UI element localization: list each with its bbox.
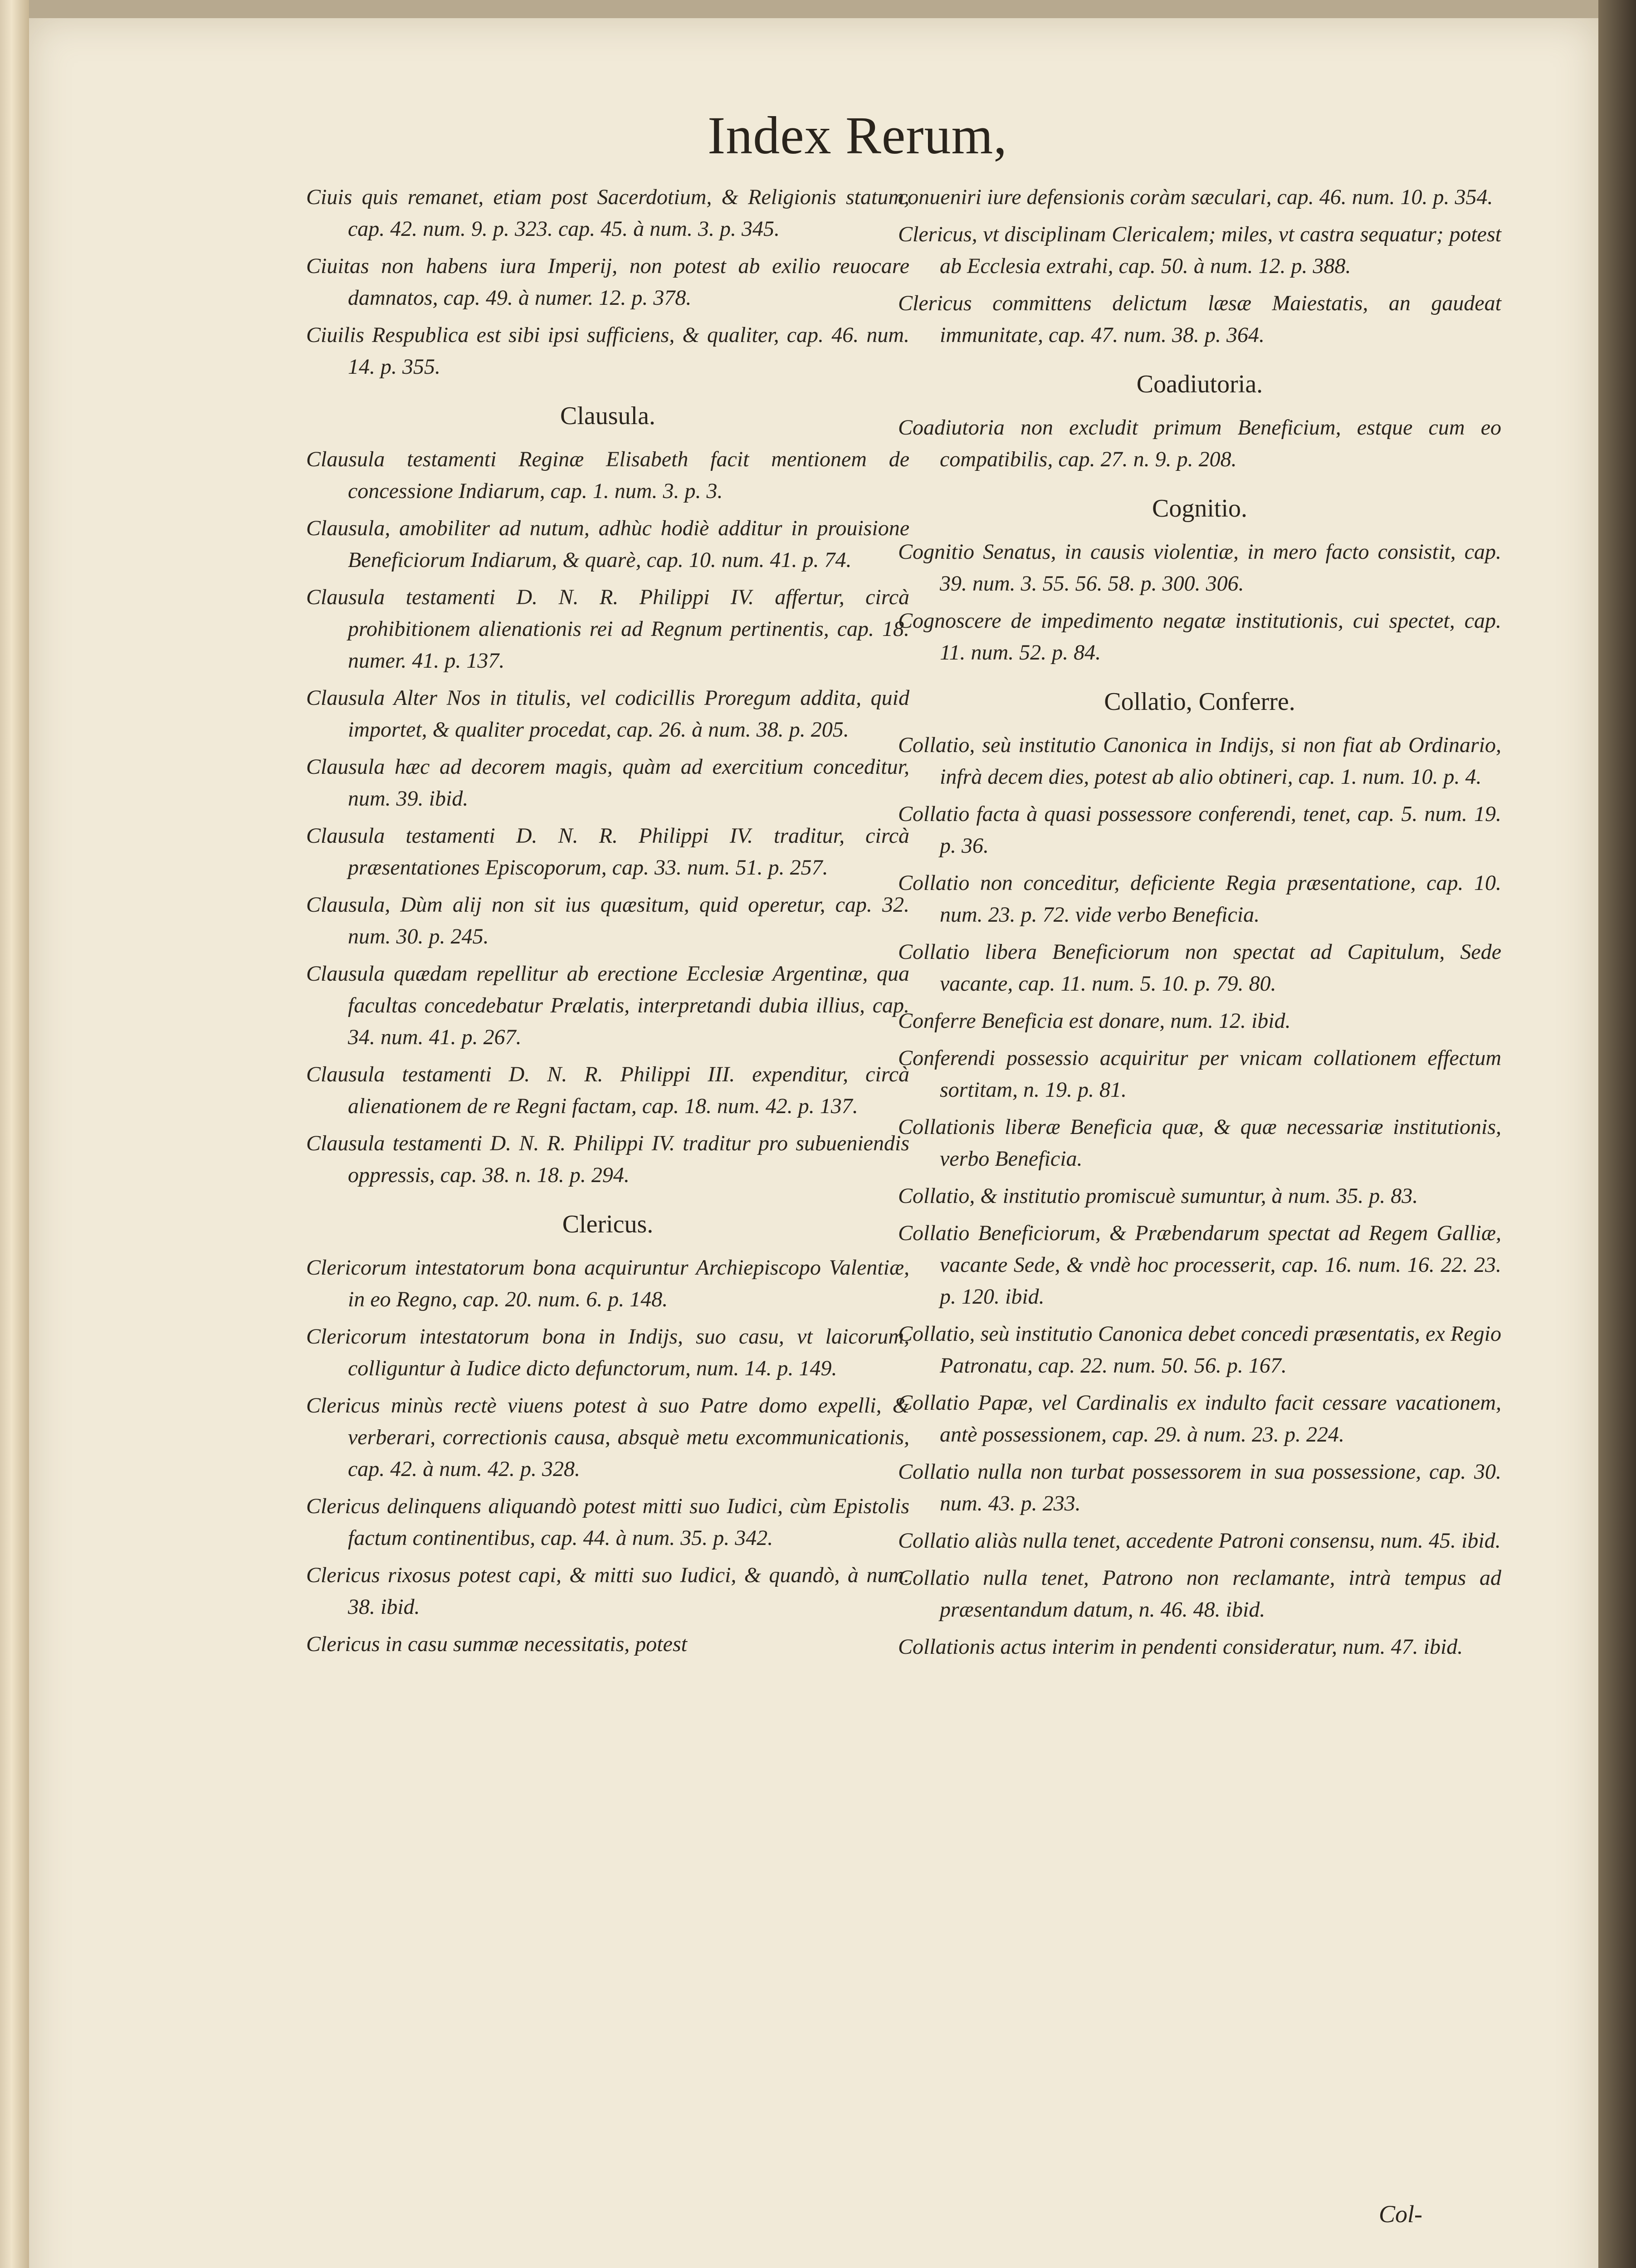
- left-column: [306, 181, 909, 1666]
- index-entry: Clausula testamenti D. N. R. Philippi III. expenditur, circà alienationem de re Regni factam, cap. 18. num. 42. p. 137.: [306, 1062, 909, 1118]
- index-entry: Clausula, amobiliter ad nutum, adhùc hodiè additur in prouisione Beneficiorum Indiarum, & quarè, cap. 10. num. 41. p. 74.: [306, 516, 909, 572]
- section-heading: Cognitio.: [1152, 494, 1248, 523]
- index-entry: Clausula testamenti D. N. R. Philippi IV. traditur pro subueniendis oppressis, cap. 38. n. 18. p. 294.: [306, 1131, 909, 1187]
- index-entry: Clericus rixosus potest capi, & mitti suo Iudici, & quandò, à num. 38. ibid.: [306, 1563, 909, 1619]
- index-entry: Clausula hæc ad decorem magis, quàm ad exercitium conceditur, num. 39. ibid.: [306, 755, 909, 811]
- section-heading: Clericus.: [562, 1210, 654, 1238]
- index-entry: Collatio Beneficiorum, & Præbendarum spectat ad Regem Galliæ, vacante Sede, & vndè hoc processerit, cap. 16. num. 16. 22. 23. p. 120. ibid.: [898, 1221, 1501, 1309]
- index-entry: Clausula quædam repellitur ab erectione Ecclesiæ Argentinæ, qua facultas concedebatur Prælatis, interpretandi dubia illius, cap. 34. num. 41. p. 267.: [306, 962, 909, 1049]
- catchword: Col-: [1379, 2200, 1423, 2228]
- index-entry: Clericus minùs rectè viuens potest à suo Patre domo expelli, & verberari, correctionis causa, absquè metu excommunicationis, cap. 42. à num. 42. p. 328.: [306, 1393, 909, 1481]
- right-column: [898, 181, 1501, 1668]
- page-title: Index Rerum,: [708, 106, 1007, 165]
- section-heading: Clausula.: [560, 402, 655, 430]
- section-heading: Coadiutoria.: [1136, 370, 1263, 398]
- index-entry: Clericus delinquens aliquandò potest mitti suo Iudici, cùm Epistolis factum continentibus, cap. 44. à num. 35. p. 342.: [306, 1494, 909, 1550]
- index-entry: Clericus, vt disciplinam Clericalem; miles, vt castra sequatur; potest ab Ecclesia extrahi, cap. 50. à num. 12. p. 388.: [898, 222, 1501, 278]
- index-entry: Coadiutoria non excludit primum Beneficium, estque cum eo compatibilis, cap. 27. n. 9. p. 208.: [898, 415, 1501, 471]
- index-entry: Clericorum intestatorum bona in Indijs, suo casu, vt laicorum, colliguntur à Iudice dicto defunctorum, num. 14. p. 149.: [306, 1325, 909, 1380]
- index-entry: Collatio, seù institutio Canonica in Indijs, si non fiat ab Ordinario, infrà decem dies, potest ab alio obtineri, cap. 1. num. 10. p. 4.: [898, 733, 1501, 789]
- index-entry: Conferendi possessio acquiritur per vnicam collationem effectum sortitam, n. 19. p. 81.: [898, 1046, 1501, 1102]
- index-entry: Ciuilis Respublica est sibi ipsi sufficiens, & qualiter, cap. 46. num. 14. p. 355.: [306, 323, 909, 379]
- index-entry: Clausula testamenti D. N. R. Philippi IV. affertur, circà prohibitionem alienationis rei ad Regnum pertinentis, cap. 18. numer. 41. p. 137.: [306, 585, 909, 673]
- index-entry: Cognitio Senatus, in causis violentiæ, in mero facto consistit, cap. 39. num. 3. 55. 56. 58. p. 300. 306.: [898, 540, 1501, 596]
- index-entry: Collatio nulla non turbat possessorem in sua possessione, cap. 30. num. 43. p. 233.: [898, 1460, 1501, 1515]
- index-entry: Collatio, & institutio promiscuè sumuntur, à num. 35. p. 83.: [898, 1184, 1418, 1208]
- index-entry: conueniri iure defensionis coràm sæculari, cap. 46. num. 10. p. 354.: [898, 185, 1493, 209]
- index-entry: Conferre Beneficia est donare, num. 12. ibid.: [898, 1009, 1291, 1033]
- index-entry: Collatio non conceditur, deficiente Regia præsentatione, cap. 10. num. 23. p. 72. vide verbo Beneficia.: [898, 871, 1501, 927]
- index-entry: Collatio Papæ, vel Cardinalis ex indulto facit cessare vacationem, antè possessionem, cap. 29. à num. 23. p. 224.: [898, 1391, 1501, 1447]
- index-entry: Clausula, Dùm alij non sit ius quæsitum, quid operetur, cap. 32. num. 30. p. 245.: [306, 893, 909, 948]
- index-entry: Clericorum intestatorum bona acquiruntur Archiepiscopo Valentiæ, in eo Regno, cap. 20. num. 6. p. 148.: [306, 1256, 909, 1311]
- index-entry: Collatio facta à quasi possessore conferendi, tenet, cap. 5. num. 19. p. 36.: [898, 802, 1501, 858]
- index-entry: Clausula testamenti D. N. R. Philippi IV. traditur, circà præsentationes Episcoporum, cap. 33. num. 51. p. 257.: [306, 824, 909, 880]
- book-left-edge: [0, 0, 29, 2268]
- index-entry: Collatio, seù institutio Canonica debet concedi præsentatis, ex Regio Patronatu, cap. 22. num. 50. 56. p. 167.: [898, 1322, 1501, 1378]
- book-right-edge: [1598, 0, 1636, 2268]
- index-entry: Clausula testamenti Reginæ Elisabeth facit mentionem de concessione Indiarum, cap. 1. num. 3. p. 3.: [306, 447, 909, 503]
- index-entry: Clericus committens delictum læsæ Maiestatis, an gaudeat immunitate, cap. 47. num. 38. p. 364.: [898, 291, 1501, 347]
- index-entry: Cognoscere de impedimento negatæ institutionis, cui spectet, cap. 11. num. 52. p. 84.: [898, 609, 1501, 665]
- section-heading: Collatio, Conferre.: [1104, 688, 1295, 716]
- index-entry: Collationis actus interim in pendenti consideratur, num. 47. ibid.: [898, 1635, 1463, 1659]
- index-entry: Clausula Alter Nos in titulis, vel codicillis Proregum addita, quid importet, & qualiter procedat, cap. 26. à num. 38. p. 205.: [306, 686, 909, 742]
- index-entry: Collatio libera Beneficiorum non spectat ad Capitulum, Sede vacante, cap. 11. num. 5. 10. p. 79. 80.: [898, 940, 1501, 996]
- index-entry: Ciuitas non habens iura Imperij, non potest ab exilio reuocare damnatos, cap. 49. à numer. 12. p. 378.: [306, 254, 909, 310]
- index-entry: Collatio nulla tenet, Patrono non reclamante, intrà tempus ad præsentandum datum, n. 46. 48. ibid.: [898, 1566, 1501, 1622]
- index-entry: Clericus in casu summæ necessitatis, potest: [306, 1632, 687, 1656]
- index-entry: Collatio aliàs nulla tenet, accedente Patroni consensu, num. 45. ibid.: [898, 1529, 1501, 1553]
- index-entry: Ciuis quis remanet, etiam post Sacerdotium, & Religionis statum, cap. 42. num. 9. p. 323. cap. 45. à num. 3. p. 345.: [306, 185, 909, 241]
- index-entry: Collationis liberæ Beneficia quæ, & quæ necessariæ institutionis, verbo Beneficia.: [898, 1115, 1501, 1171]
